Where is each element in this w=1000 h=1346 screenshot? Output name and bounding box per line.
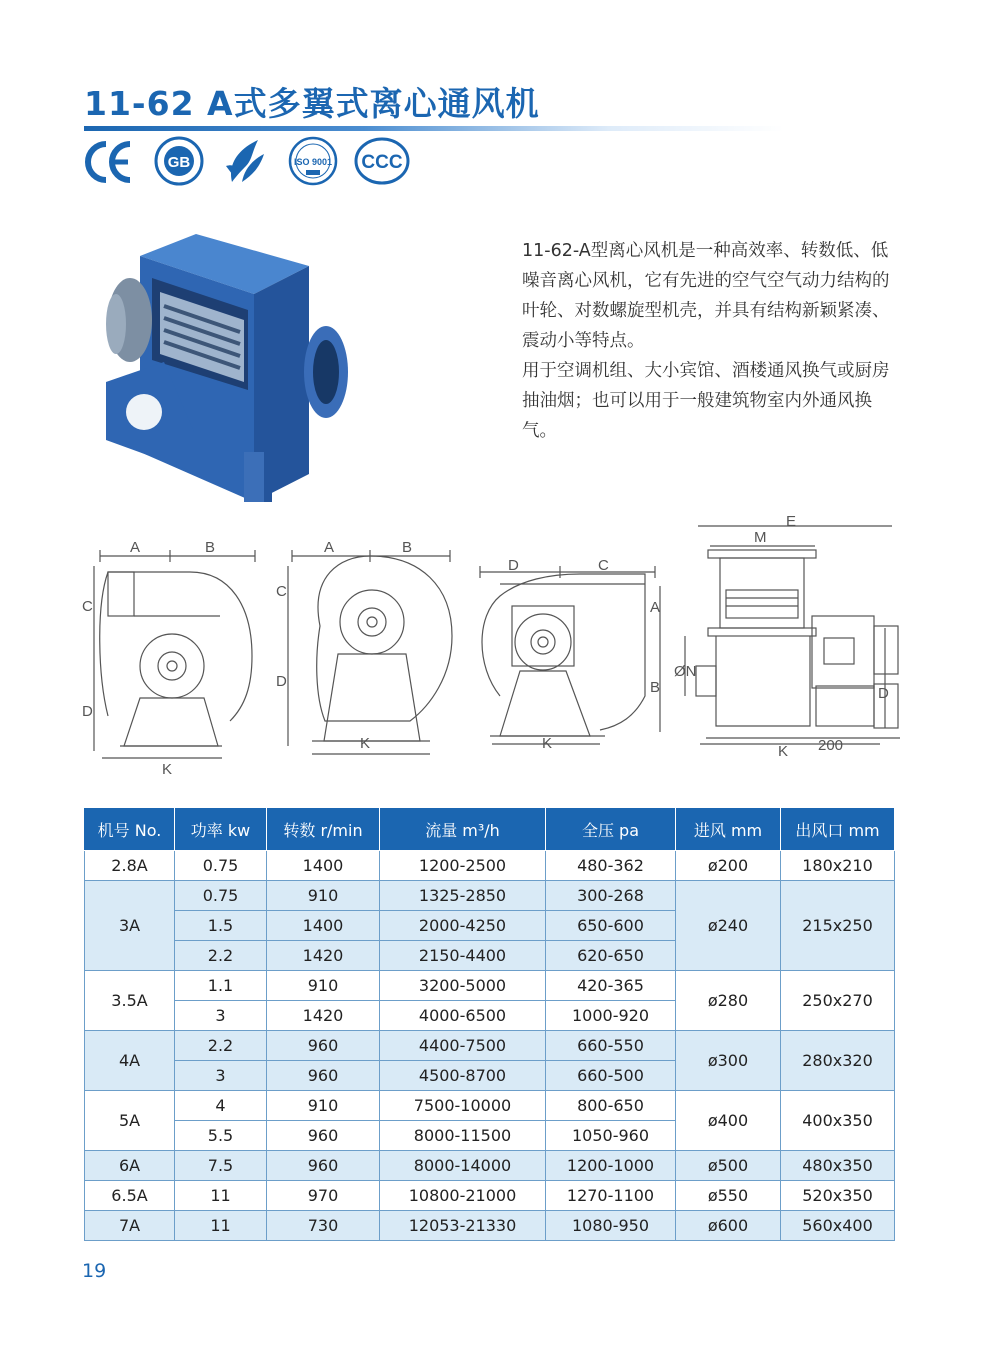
table-row [85,1091,895,1121]
pressure-cell: 1080-950 [546,1211,676,1241]
pressure-cell: 620-650 [546,941,676,971]
pressure-cell: 1200-1000 [546,1151,676,1181]
fan-product-photo [104,232,354,502]
flow-cell: 3200-5000 [380,971,546,1001]
dim-label: M [754,529,767,546]
iso-9001-icon [288,136,338,186]
model-cell: 4A [85,1031,175,1091]
pressure-cell: 1000-920 [546,1001,676,1031]
flow-cell: 1325-2850 [380,881,546,911]
table-row [85,1151,895,1181]
pressure-cell: 1050-960 [546,1121,676,1151]
pressure-cell: 300-268 [546,881,676,911]
title-underline [84,126,784,131]
column-header: 流量 m³/h [380,808,546,851]
pressure-cell: 480-362 [546,851,676,881]
table-row [85,1031,895,1061]
description-paragraph: 11-62-A型离心风机是一种高效率、转数低、低噪音离心风机，它有先进的空气空气动力结构的叶轮、对数螺旋型机壳，并具有结构新颖紧凑、震动小等特点。 [522,241,890,351]
pressure-cell: 650-600 [546,911,676,941]
dim-label: D [82,703,93,720]
dim-label: A [650,599,661,616]
page-title: 11-62 A式多翼式离心通风机 [84,84,540,123]
inlet-cell: ø240 [676,881,781,971]
flow-cell: 4400-7500 [380,1031,546,1061]
inlet-cell: ø550 [676,1181,781,1211]
outlet-cell: 250x270 [781,971,895,1031]
power-cell: 3 [175,1001,267,1031]
flow-cell: 2150-4400 [380,941,546,971]
flow-cell: 2000-4250 [380,911,546,941]
flow-cell: 1200-2500 [380,851,546,881]
dim-label: K [162,761,173,776]
speed-cell: 960 [267,1031,380,1061]
pressure-cell: 420-365 [546,971,676,1001]
table-row [85,851,895,881]
column-header: 转数 r/min [267,808,380,851]
model-cell: 3.5A [85,971,175,1031]
column-header: 进风 mm [676,808,781,851]
description-paragraph: 用于空调机组、大小宾馆、酒楼通风换气或厨房抽油烟；也可以用于一般建筑物室内外通风换气。 [522,361,890,441]
gb-label: GB [167,154,191,171]
speed-cell: 960 [267,1061,380,1091]
model-cell: 3A [85,881,175,971]
certification-leaf-icon [222,136,268,186]
flow-cell: 12053-21330 [380,1211,546,1241]
page-number: 19 [82,1260,107,1282]
power-cell: 7.5 [175,1151,267,1181]
technical-drawings [80,516,900,776]
flow-cell: 4000-6500 [380,1001,546,1031]
dim-label: D [508,557,519,574]
flow-cell: 4500-8700 [380,1061,546,1091]
inlet-cell: ø280 [676,971,781,1031]
speed-cell: 1400 [267,851,380,881]
dim-label: 200 [818,737,844,754]
outlet-cell: 280x320 [781,1031,895,1091]
inlet-cell: ø200 [676,851,781,881]
spec-table [84,807,895,1241]
dim-label: E [786,516,797,530]
speed-cell: 1420 [267,1001,380,1031]
power-cell: 11 [175,1211,267,1241]
speed-cell: 970 [267,1181,380,1211]
dim-label: B [402,539,413,556]
gb-standard-icon [154,136,204,186]
speed-cell: 1400 [267,911,380,941]
power-cell: 3 [175,1061,267,1091]
dim-label: K [778,743,789,760]
ce-mark-icon [82,136,134,188]
dim-label: B [650,679,661,696]
speed-cell: 960 [267,1151,380,1181]
dim-label: K [360,735,371,752]
flow-cell: 10800-21000 [380,1181,546,1211]
model-cell: 5A [85,1091,175,1151]
outlet-cell: 480x350 [781,1151,895,1181]
product-description [522,236,902,446]
inlet-cell: ø600 [676,1211,781,1241]
pressure-cell: 660-550 [546,1031,676,1061]
drawing-view-3 [480,566,660,744]
dim-label: C [276,583,287,600]
pressure-cell: 800-650 [546,1091,676,1121]
power-cell: 0.75 [175,881,267,911]
drawing-view-4 [685,526,900,744]
speed-cell: 960 [267,1121,380,1151]
table-body [85,851,895,1241]
model-cell: 2.8A [85,851,175,881]
flow-cell: 8000-14000 [380,1151,546,1181]
table-header-row [85,808,895,851]
outlet-cell: 560x400 [781,1211,895,1241]
power-cell: 2.2 [175,941,267,971]
outlet-cell: 520x350 [781,1181,895,1211]
inlet-cell: ø500 [676,1151,781,1181]
dim-label: C [82,598,93,615]
drawing-view-1 [94,550,255,758]
dim-label: D [878,685,889,702]
power-cell: 1.1 [175,971,267,1001]
flow-cell: 8000-11500 [380,1121,546,1151]
table-row [85,971,895,1001]
table-row [85,1211,895,1241]
column-header: 全压 pa [546,808,676,851]
power-cell: 2.2 [175,1031,267,1061]
column-header: 机号 No. [85,808,175,851]
model-cell: 6.5A [85,1181,175,1211]
speed-cell: 1420 [267,941,380,971]
speed-cell: 910 [267,971,380,1001]
speed-cell: 910 [267,1091,380,1121]
dim-label: ØN [674,663,697,680]
column-header: 功率 kw [175,808,267,851]
dim-label: A [324,539,335,556]
drawing-view-2 [288,550,452,754]
dim-label: B [205,539,216,556]
power-cell: 4 [175,1091,267,1121]
power-cell: 0.75 [175,851,267,881]
outlet-cell: 400x350 [781,1091,895,1151]
table-row [85,1181,895,1211]
model-cell: 7A [85,1211,175,1241]
inlet-cell: ø400 [676,1091,781,1151]
dim-label: K [542,735,553,752]
speed-cell: 910 [267,881,380,911]
dim-label: A [130,539,141,556]
pressure-cell: 1270-1100 [546,1181,676,1211]
iso-label: ISO 9001 [293,157,333,167]
dim-label: D [276,673,287,690]
speed-cell: 730 [267,1211,380,1241]
outlet-cell: 180x210 [781,851,895,881]
outlet-cell: 215x250 [781,881,895,971]
column-header: 出风口 mm [781,808,895,851]
model-cell: 6A [85,1151,175,1181]
flow-cell: 7500-10000 [380,1091,546,1121]
ccc-mark-icon [354,136,410,186]
dim-label: C [598,557,609,574]
power-cell: 11 [175,1181,267,1211]
power-cell: 1.5 [175,911,267,941]
pressure-cell: 660-500 [546,1061,676,1091]
table-row [85,881,895,911]
inlet-cell: ø300 [676,1031,781,1091]
ccc-label: CCC [361,152,403,173]
power-cell: 5.5 [175,1121,267,1151]
